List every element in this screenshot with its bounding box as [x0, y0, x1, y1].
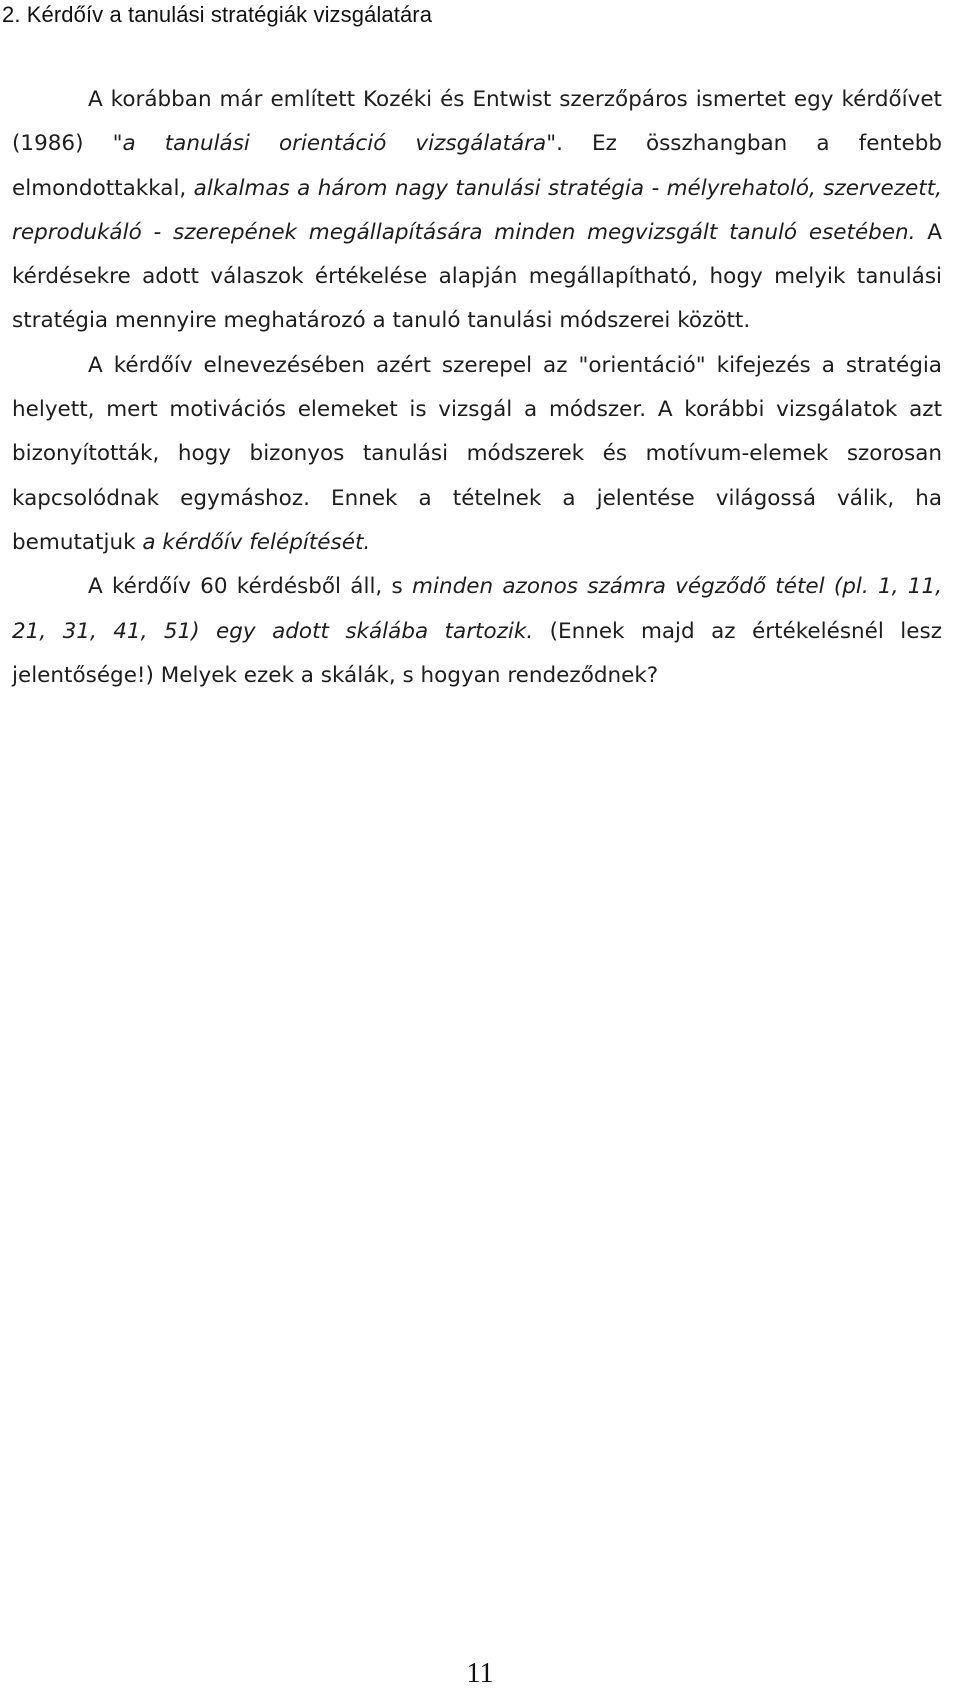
- paragraph-2-italic-structure: a kérdőív felépítését.: [142, 529, 371, 555]
- body-text: [12, 78, 942, 698]
- paragraph-3-text-2: (Ennek majd az értékelésnél lesz jelentősége!) Melyek ezek a skálák, s hogyan rendeződnek?: [12, 618, 942, 688]
- section-heading: 2. Kérdőív a tanulási stratégiák vizsgálatára: [2, 2, 433, 27]
- page-number: 11: [466, 1658, 494, 1689]
- paragraph-1-text-1: A korábban már említett Kozéki és Entwist szerzőpáros ismertet egy kérdőívet (1986) ": [12, 87, 942, 157]
- paragraph-1-text-3: A kérdésekre adott válaszok értékelése alapján megállapítható, hogy melyik tanulási stratégia mennyire meghatározó a tanuló tanulási módszerei között.: [12, 219, 942, 334]
- paragraph-3-text-1: A kérdőív 60 kérdésből áll, s: [88, 574, 413, 600]
- paragraph-1-text-2: ". Ez összhangban a fentebb elmondottakkal,: [12, 131, 943, 201]
- paragraph-2: [12, 344, 942, 565]
- paragraph-1: [12, 78, 942, 344]
- paragraph-1-italic-strategies: alkalmas a három nagy tanulási stratégia - mélyrehatoló, szervezett, reprodukáló - szerepének megállapítására minden megvizsgált tanuló esetében.: [12, 175, 942, 245]
- paragraph-3: [12, 565, 942, 698]
- paragraph-2-text-1: A kérdőív elnevezésében azért szerepel az "orientáció" kifejezés a stratégia helyett, mert motivációs elemeket is vizsgál a módszer. A korábbi vizsgálatok azt bizonyították, hogy bizonyos tanulási módszerek és motívum-elemek szorosan kapcsolódnak egymáshoz. Ennek a tételnek a jelentése világossá válik, ha bemutatjuk: [12, 352, 942, 555]
- paragraph-3-italic-items: minden azonos számra végződő tétel (pl. 1, 11, 21, 31, 41, 51) egy adott skálába tartozik.: [12, 574, 942, 644]
- paragraph-1-italic-title: a tanulási orientáció vizsgálatára: [122, 131, 547, 157]
